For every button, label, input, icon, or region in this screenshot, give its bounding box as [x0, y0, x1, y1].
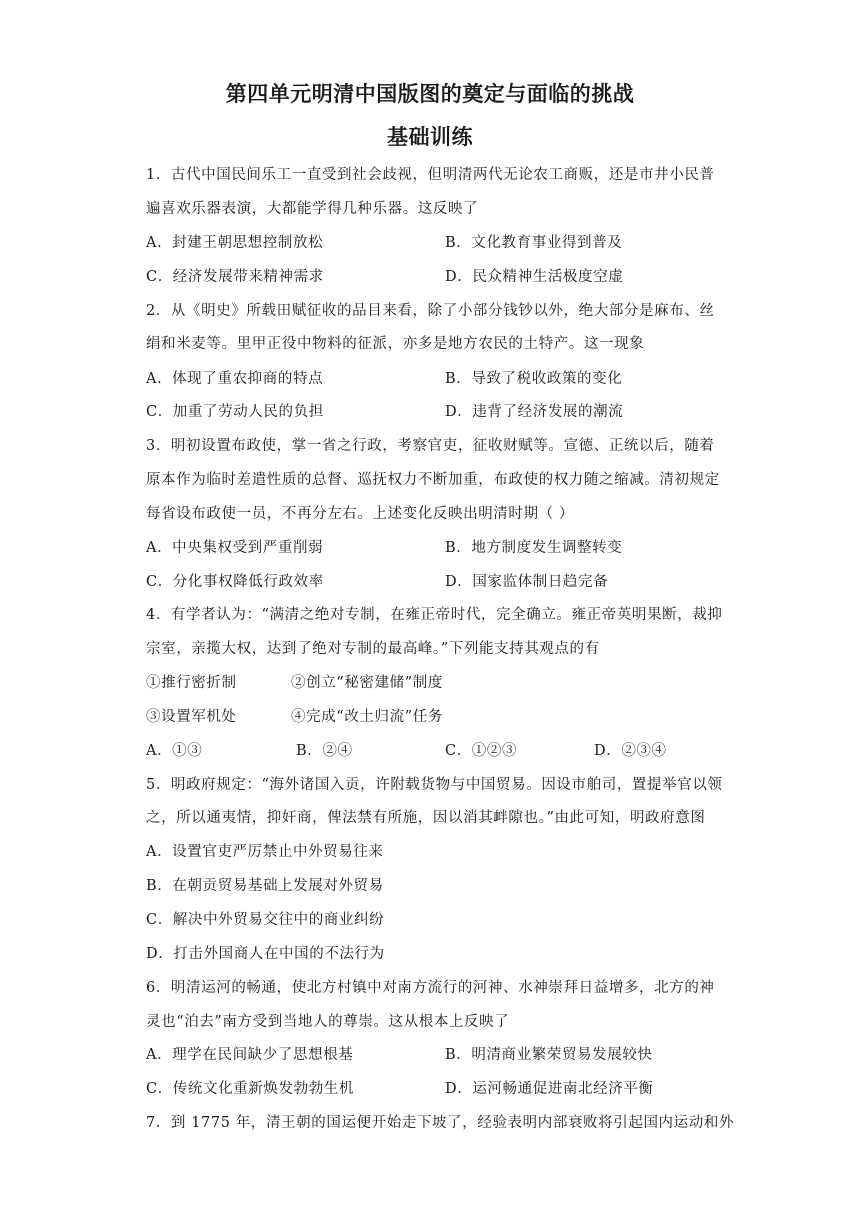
question-text-line: 4．有学者认为：“满清之绝对专制，在雍正帝时代，完全确立。雍正帝英明果断，裁抑	[146, 607, 723, 623]
option-d[interactable]: D．打击外国商人在中国的不法行为	[146, 946, 385, 962]
question-text-line: 遍喜欢乐器表演，大都能学得几种乐器。这反映了	[146, 201, 479, 217]
statement-item: ④完成“改土归流”任务	[291, 709, 443, 725]
option-c[interactable]: C．加重了劳动人民的负担	[146, 404, 324, 420]
question-text-line: 之，所以通夷情，抑奸商，俾法禁有所施，因以消其衅隙也。”由此可知，明政府意图	[146, 810, 706, 826]
option-a[interactable]: A．①③	[146, 743, 203, 759]
option-b[interactable]: B．②④	[296, 743, 353, 759]
option-d[interactable]: D．违背了经济发展的潮流	[445, 404, 624, 420]
option-c[interactable]: C．①②③	[445, 743, 518, 759]
option-c[interactable]: C．分化事权降低行政效率	[146, 574, 324, 590]
question-text-line: 原本作为临时差遣性质的总督、巡抚权力不断加重，布政使的权力随之缩减。清初规定	[146, 472, 720, 488]
option-a[interactable]: A．理学在民间缺少了思想根基	[146, 1047, 354, 1063]
question-text-line: 5．明政府规定：“海外诸国入贡，许附载货物与中国贸易。因设市舶司，置提举官以领	[146, 777, 723, 793]
option-c[interactable]: C．经济发展带来精神需求	[146, 269, 324, 285]
option-a[interactable]: A．封建王朝思想控制放松	[146, 235, 324, 251]
question-text-line: 6．明清运河的畅通，使北方村镇中对南方流行的河神、水神崇拜日益增多，北方的神	[146, 980, 715, 996]
option-d[interactable]: D．民众精神生活极度空虚	[445, 269, 624, 285]
question-text-line: 2．从《明史》所载田赋征收的品目来看，除了小部分钱钞以外，绝大部分是麻布、丝	[146, 303, 715, 319]
option-c[interactable]: C．解决中外贸易交往中的商业纠纷	[146, 912, 385, 928]
option-c[interactable]: C．传统文化重新焕发勃勃生机	[146, 1081, 354, 1097]
question-text-line: 宗室，亲揽大权，达到了绝对专制的最高峰。”下列能支持其观点的有	[146, 641, 600, 657]
question-text-line: 绢和米麦等。里甲正役中物料的征派，亦多是地方农民的土特产。这一现象	[146, 336, 645, 352]
question-text-line: 每省设布政使一员，不再分左右。上述变化反映出明清时期（ ）	[146, 506, 575, 522]
question-text-line: 1．古代中国民间乐工一直受到社会歧视，但明清两代无论农工商贩，还是市井小民普	[146, 167, 715, 183]
question-text-line: 3．明初设置布政使，掌一省之行政，考察官吏，征收财赋等。宣德、正统以后，随着	[146, 438, 715, 454]
option-b[interactable]: B．文化教育事业得到普及	[445, 235, 623, 251]
question-text-line: 7．到 1775 年，清王朝的国运便开始走下坡了，经验表明内部衰败将引起国内运动和外	[146, 1115, 735, 1131]
option-b[interactable]: B．地方制度发生调整转变	[445, 540, 623, 556]
option-b[interactable]: B．在朝贡贸易基础上发展对外贸易	[146, 878, 384, 894]
option-a[interactable]: A．设置官吏严厉禁止中外贸易往来	[146, 844, 384, 860]
document-subtitle: 基础训练	[387, 125, 473, 149]
statement-item: ①推行密折制	[146, 675, 237, 691]
document-title: 第四单元明清中国版图的奠定与面临的挑战	[225, 82, 635, 106]
question-text-line: 灵也“泊去”南方受到当地人的尊崇。这从根本上反映了	[146, 1014, 510, 1030]
statement-item: ③设置军机处	[146, 709, 237, 725]
statement-item: ②创立“秘密建储”制度	[291, 675, 443, 691]
option-a[interactable]: A．中央集权受到严重削弱	[146, 540, 324, 556]
option-d[interactable]: D．国家监体制日趋完备	[445, 574, 609, 590]
option-b[interactable]: B．导致了税收政策的变化	[445, 371, 623, 387]
option-b[interactable]: B．明清商业繁荣贸易发展较快	[445, 1047, 653, 1063]
option-d[interactable]: D．②③④	[594, 743, 667, 759]
option-a[interactable]: A．体现了重农抑商的特点	[146, 371, 324, 387]
option-d[interactable]: D．运河畅通促进南北经济平衡	[445, 1081, 654, 1097]
